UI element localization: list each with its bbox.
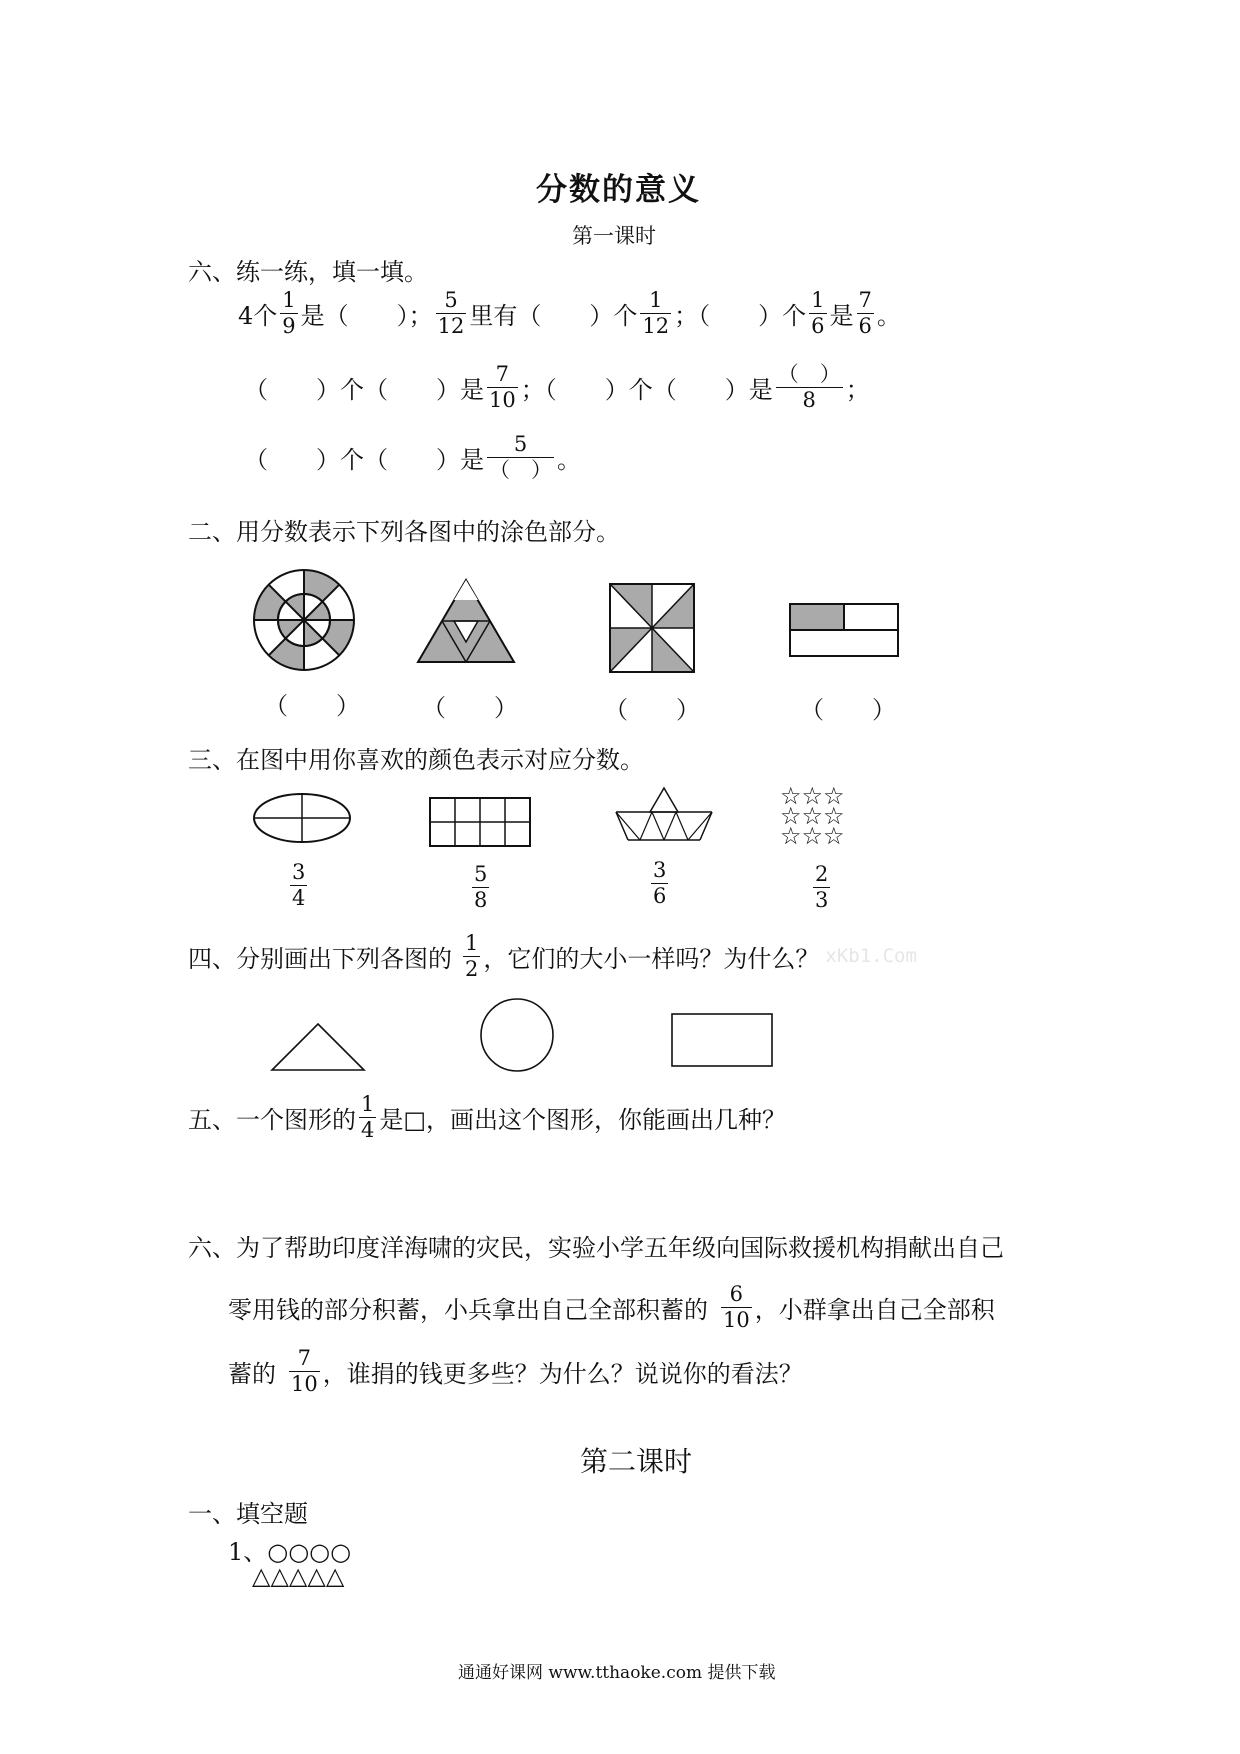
item-1-circles: 1、○○○○ — [228, 1538, 352, 1566]
section-1-line-3: （ ）个（ ）是 $\frac{5}{( )}$ 。 — [244, 431, 581, 482]
section-1-line-1: 4个 $\frac{1}{9}$ 是（ ）； $\frac{5}{12}$ 里有（ ）个 $\frac{1}{12}$ ；（ ）个 $\frac{1}{6}$ 是 $\frac{7}{6}$ 。 — [238, 287, 901, 338]
answer-blank-2[interactable]: （ ） — [422, 694, 518, 722]
section-6-line-1: 六、为了帮助印度洋海啸的灾民，实验小学五年级向国际救援机构捐献出自己 — [188, 1234, 1004, 1262]
answer-blank-4[interactable]: （ ） — [800, 696, 896, 724]
section-1-heading: 六、练一练，填一填。 — [188, 258, 428, 286]
fraction-7-6: $\frac{7}{6}$ — [858, 287, 872, 338]
footer-credit: 通通好课网 www.tthaoke.com 提供下载 — [458, 1663, 776, 1683]
fraction-7-10-b: $\frac{7}{10}$ — [291, 1345, 318, 1396]
watermark: xKb1.Com — [825, 945, 917, 967]
fraction-1-6: $\frac{1}{6}$ — [811, 287, 825, 338]
section-1-line-2: （ ）个（ ）是 $\frac{7}{10}$ ；（ ）个（ ）是 $\frac{( )}{8}$ ； — [244, 361, 870, 412]
fraction-5-8: $\frac{5}{8}$ — [474, 862, 488, 912]
section-5-heading: 五、一个图形的 $\frac{1}{4}$ 是□，画出这个图形，你能画出几种？ — [188, 1091, 787, 1142]
lesson-one-title: 第一课时 — [572, 224, 656, 248]
fraction-1-9: $\frac{1}{9}$ — [282, 287, 296, 338]
fraction-3-6: $\frac{3}{6}$ — [653, 858, 667, 908]
fraction-2-3: $\frac{2}{3}$ — [815, 862, 829, 912]
section-3-heading: 三、在图中用你喜欢的颜色表示对应分数。 — [188, 746, 644, 774]
ellipse-figure — [252, 792, 352, 844]
fraction-1-4: $\frac{1}{4}$ — [361, 1091, 375, 1142]
shaded-triangle-figure — [416, 578, 516, 664]
triangles-figure — [614, 786, 714, 842]
star-row: ☆☆☆ — [780, 822, 845, 850]
fraction-blank-8: $\frac{( )}{8}$ — [777, 361, 841, 412]
fraction-5-12: $\frac{5}{12}$ — [437, 287, 465, 338]
page-title: 分数的意义 — [536, 172, 701, 208]
circle-outline — [478, 996, 556, 1074]
rectangle-outline — [670, 1012, 774, 1068]
fraction-1-12: $\frac{1}{12}$ — [642, 287, 670, 338]
part-1-heading: 一、填空题 — [188, 1500, 308, 1528]
item-1-triangles: △△△△△ — [252, 1562, 345, 1590]
answer-blank-3[interactable]: （ ） — [604, 696, 700, 724]
shaded-rectangle-figure — [788, 602, 900, 658]
shaded-square-figure — [608, 582, 696, 674]
section-4-heading: 四、分别画出下列各图的 $\frac{1}{2}$ ，它们的大小一样吗？为什么？ xKb1.Com — [188, 930, 917, 981]
section-6-line-2: 零用钱的部分积蓄，小兵拿出自己全部积蓄的 $\frac{6}{10}$ ，小群拿出自己全部积 — [228, 1281, 995, 1332]
fraction-3-4: $\frac{3}{4}$ — [292, 860, 306, 910]
lesson-two-title: 第二课时 — [580, 1445, 693, 1478]
fraction-7-10: $\frac{7}{10}$ — [489, 361, 516, 412]
stars-figure — [780, 782, 845, 850]
answer-blank-1[interactable]: （ ） — [264, 692, 360, 720]
shaded-circle-figure — [252, 568, 356, 672]
fraction-6-10: $\frac{6}{10}$ — [723, 1281, 750, 1332]
fraction-1-2: $\frac{1}{2}$ — [465, 930, 479, 981]
star-row: ☆☆☆ — [780, 802, 845, 830]
triangle-outline — [270, 1022, 366, 1072]
section-2-heading: 二、用分数表示下列各图中的涂色部分。 — [188, 518, 620, 546]
star-row: ☆☆☆ — [780, 782, 845, 810]
section-6-line-3: 蓄的 $\frac{7}{10}$ ，谁捐的钱更多些？为什么？说说你的看法？ — [228, 1345, 803, 1396]
grid-rectangle-figure — [428, 796, 532, 848]
fraction-5-blank: $\frac{5}{( )}$ — [489, 431, 552, 482]
